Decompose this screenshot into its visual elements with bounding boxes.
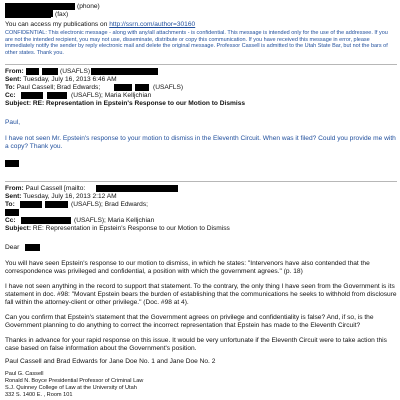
- signature-address: 332 S. 1400 E. , Room 101: [5, 392, 73, 398]
- original-subject-value: RE: Representation in Epstein's Response to our Motion to Dismiss: [32, 225, 230, 232]
- original-paragraph-4: Thanks in advance for your rapid response on this issue. It would be very unfortunate if the Eleventh Circuit were to take action this case based on false information about the Government's position.: [5, 337, 387, 353]
- redaction-bar: [47, 92, 67, 99]
- redaction-bar: [114, 84, 132, 91]
- confidential-notice: CONFIDENTIAL: This electronic message - along with any/all attachments - is confidential. This message is intended only for the use of the addressee. If you are not the intended recipient, you may not use, disseminate, distribute or copy this communication. If you have received this message in error, please immediately notify the sender by reply electronic mail and delete the original message. Professor Cassell is admitted to the Utah State Bar, but not the bars of other states. Thank you.: [5, 30, 388, 57]
- redaction-bar: [5, 209, 19, 216]
- from-label: From:: [5, 185, 24, 192]
- original-subject-line: [5, 225, 230, 233]
- reply-sent-value: Tuesday, July 16, 2013 6:46 AM: [23, 76, 117, 83]
- signature-title: Ronald N. Boyce Presidential Professor of Criminal Law: [5, 378, 144, 384]
- sent-label: Sent:: [5, 76, 22, 83]
- ssrn-link[interactable]: http://ssrn.com/author=30160: [109, 21, 196, 28]
- reply-from-value: (USAFLS): [60, 68, 91, 75]
- redaction-bar: [21, 217, 71, 224]
- original-cc-value: (USAFLS); Maria Kelljchian: [74, 217, 155, 224]
- redaction-bar: [135, 84, 149, 91]
- reply-to-value-a: Paul Cassell; Brad Edwards;: [16, 84, 101, 91]
- signature-name: Paul G. Cassell: [5, 371, 44, 377]
- to-label: To:: [5, 201, 15, 208]
- original-from-line: [5, 185, 85, 193]
- reply-cc-value: (USAFLS); Maria Kelljchian: [71, 92, 152, 99]
- reply-from-line: [5, 68, 24, 76]
- redaction-bar: [25, 244, 40, 251]
- redaction-bar: [21, 92, 43, 99]
- from-label: From:: [5, 68, 24, 75]
- redaction-bar: [42, 68, 58, 75]
- original-sent-line: [5, 193, 117, 201]
- reply-to-value-b: (USAFLS): [153, 84, 184, 91]
- original-paragraph-2: I have not seen anything in the record to support that statement. To the contrary, the only thing I have seen from the Government is its statement in doc. #98: "Movant Epstein bears the burden of establishing that the communications he seeks to withhold from disclosure fall within the attorney-client or other privilege." (Doc. #98 at 4).: [5, 283, 397, 307]
- redaction-bar: [91, 68, 158, 75]
- reply-sent-line: [5, 76, 117, 84]
- fax-label: (fax): [55, 11, 69, 18]
- separator-line: [5, 64, 397, 65]
- reply-subject-line: [5, 100, 245, 108]
- phone-label: (phone): [77, 3, 100, 10]
- separator-line: [5, 181, 397, 182]
- cc-label: Cc:: [5, 217, 16, 224]
- reply-body: I have not seen Mr. Epstein's response to your motion to dismiss in the Eleventh Circuit. When was it filed? Could you provide me with a copy? Thank you.: [5, 135, 396, 151]
- original-to-line: [5, 201, 15, 209]
- redaction-bar: [20, 201, 42, 208]
- original-greeting: Dear: [5, 244, 20, 251]
- redaction-bar: [5, 160, 19, 167]
- original-to-value: (USAFLS); Brad Edwards;: [71, 201, 148, 208]
- sent-label: Sent:: [5, 193, 22, 200]
- subject-label: Subject:: [5, 225, 32, 232]
- signature-school: S.J. Quinney College of Law at the University of Utah: [5, 385, 137, 391]
- original-from-value: Paul Cassell [mailto:: [25, 185, 86, 192]
- original-closing: Paul Cassell and Brad Edwards for Jane Doe No. 1 and Jane Doe No. 2: [5, 358, 216, 365]
- redaction-bar: [5, 3, 75, 10]
- original-cc-line: [5, 217, 16, 225]
- publications-text: You can access my publications on: [5, 21, 110, 28]
- reply-cc-line: [5, 92, 16, 100]
- redaction-bar: [45, 201, 68, 208]
- redaction-bar: [26, 68, 39, 75]
- to-label: To:: [5, 84, 15, 91]
- cc-label: Cc:: [5, 92, 16, 99]
- subject-label: Subject:: [5, 100, 32, 107]
- original-paragraph-3: Can you confirm that Epstein's statement that the Government agrees on privilege and confidentiality is false? And, if so, is the Government planning to do anything to correct the incorrect representation that Epstein has made to the Eleventh Circuit?: [5, 314, 374, 330]
- original-sent-value: Tuesday, July 16, 2013 2:12 AM: [23, 193, 117, 200]
- reply-greeting: Paul,: [5, 119, 21, 126]
- publications-line: [5, 21, 195, 29]
- redaction-bar: [5, 12, 51, 18]
- reply-to-line: [5, 84, 100, 92]
- redaction-bar: [96, 185, 178, 192]
- reply-subject-value: RE: Representation in Epstein's Response to our Motion to Dismiss: [32, 100, 246, 107]
- original-paragraph-1: You will have seen Epstein's response to our motion to dismiss, in which he states: "Intervenors have also contended that the correspondence was privileged and confidential, a position with which the government agrees." (p. 18): [5, 260, 370, 276]
